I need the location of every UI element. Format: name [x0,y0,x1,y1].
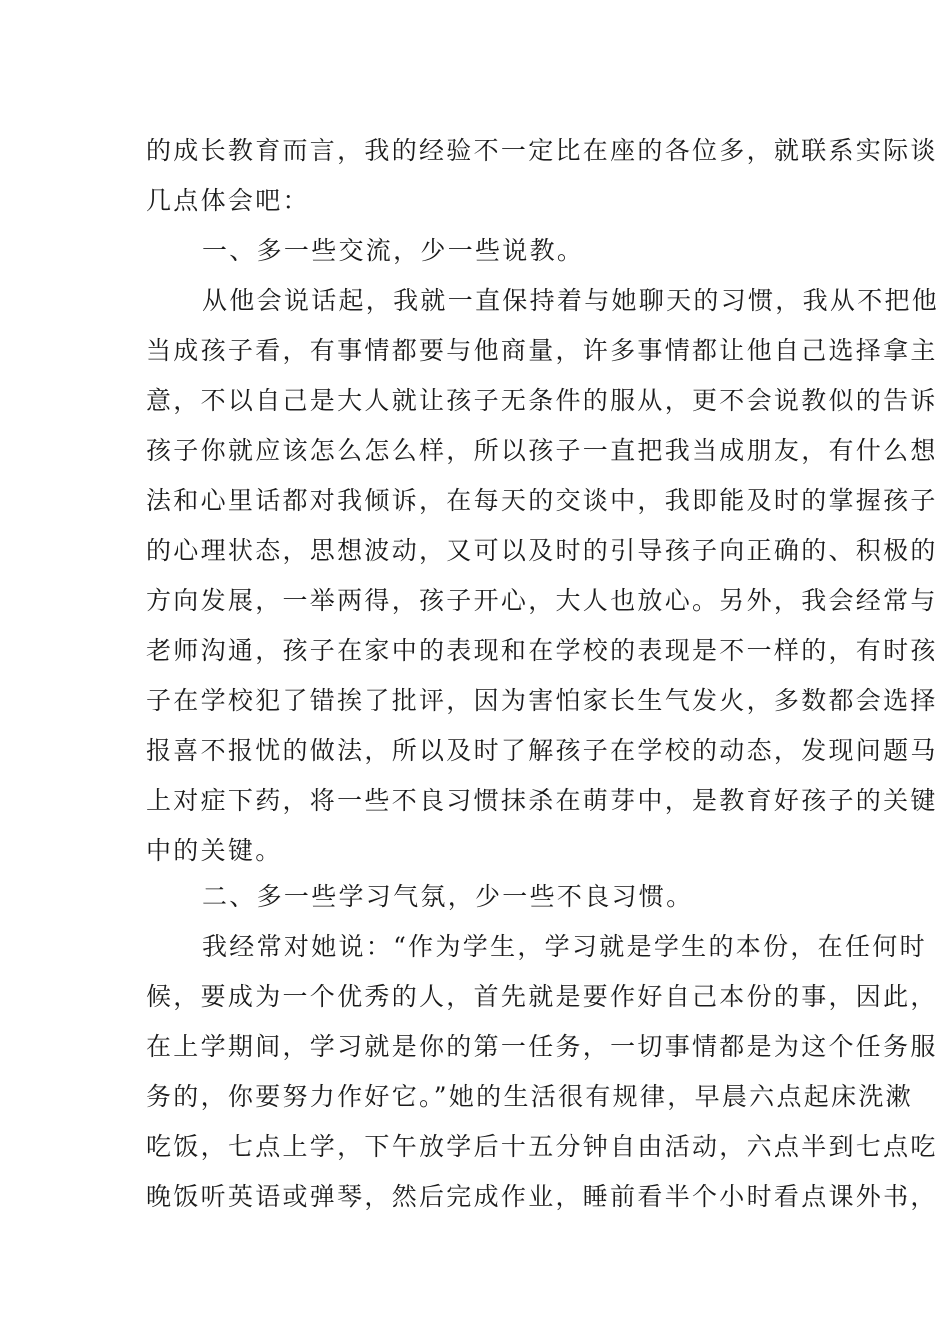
text-line: 几点体会吧： [146,186,310,215]
text-line: 报喜不报忧的做法，所以及时了解孩子在学校的动态，发现问题马 [146,736,938,765]
text-line: 子在学校犯了错挨了批评，因为害怕家长生气发火，多数都会选择 [146,686,938,715]
paragraph-first-line: 从他会说话起，我就一直保持着与她聊天的习惯，我从不把他 [202,286,940,315]
section-heading: 一、多一些交流，少一些说教。 [202,236,585,265]
text-line: 方向发展，一举两得，孩子开心，大人也放心。另外，我会经常与 [146,586,938,615]
text-line: 老师沟通，孩子在家中的表现和在学校的表现是不一样的，有时孩 [146,636,938,665]
text-line: 在上学期间，学习就是你的第一任务，一切事情都是为这个任务服 [146,1032,938,1061]
text-line: 务的，你要努力作好它。”她的生活很有规律，早晨六点起床洗漱 [146,1082,913,1111]
section-heading: 二、多一些学习气氛，少一些不良习惯。 [202,882,694,911]
text-line: 中的关键。 [146,836,283,865]
text-line: 的成长教育而言，我的经验不一定比在座的各位多，就联系实际谈 [146,136,938,165]
text-line: 的心理状态，思想波动，又可以及时的引导孩子向正确的、积极的 [146,536,938,565]
text-line: 法和心里话都对我倾诉，在每天的交谈中，我即能及时的掌握孩子 [146,486,938,515]
paragraph-first-line: 我经常对她说：“作为学生，学习就是学生的本份，在任何时 [202,932,927,961]
text-line: 孩子你就应该怎么怎么样，所以孩子一直把我当成朋友，有什么想 [146,436,938,465]
text-line: 晚饭听英语或弹琴，然后完成作业，睡前看半个小时看点课外书， [146,1182,938,1211]
text-line: 吃饭，七点上学，下午放学后十五分钟自由活动，六点半到七点吃 [146,1132,938,1161]
text-line: 意，不以自己是大人就让孩子无条件的服从，更不会说教似的告诉 [146,386,938,415]
text-line: 候，要成为一个优秀的人，首先就是要作好自己本份的事，因此， [146,982,938,1011]
text-line: 上对症下药，将一些不良习惯抹杀在萌芽中，是教育好孩子的关键 [146,786,938,815]
text-line: 当成孩子看，有事情都要与他商量，许多事情都让他自己选择拿主 [146,336,938,365]
